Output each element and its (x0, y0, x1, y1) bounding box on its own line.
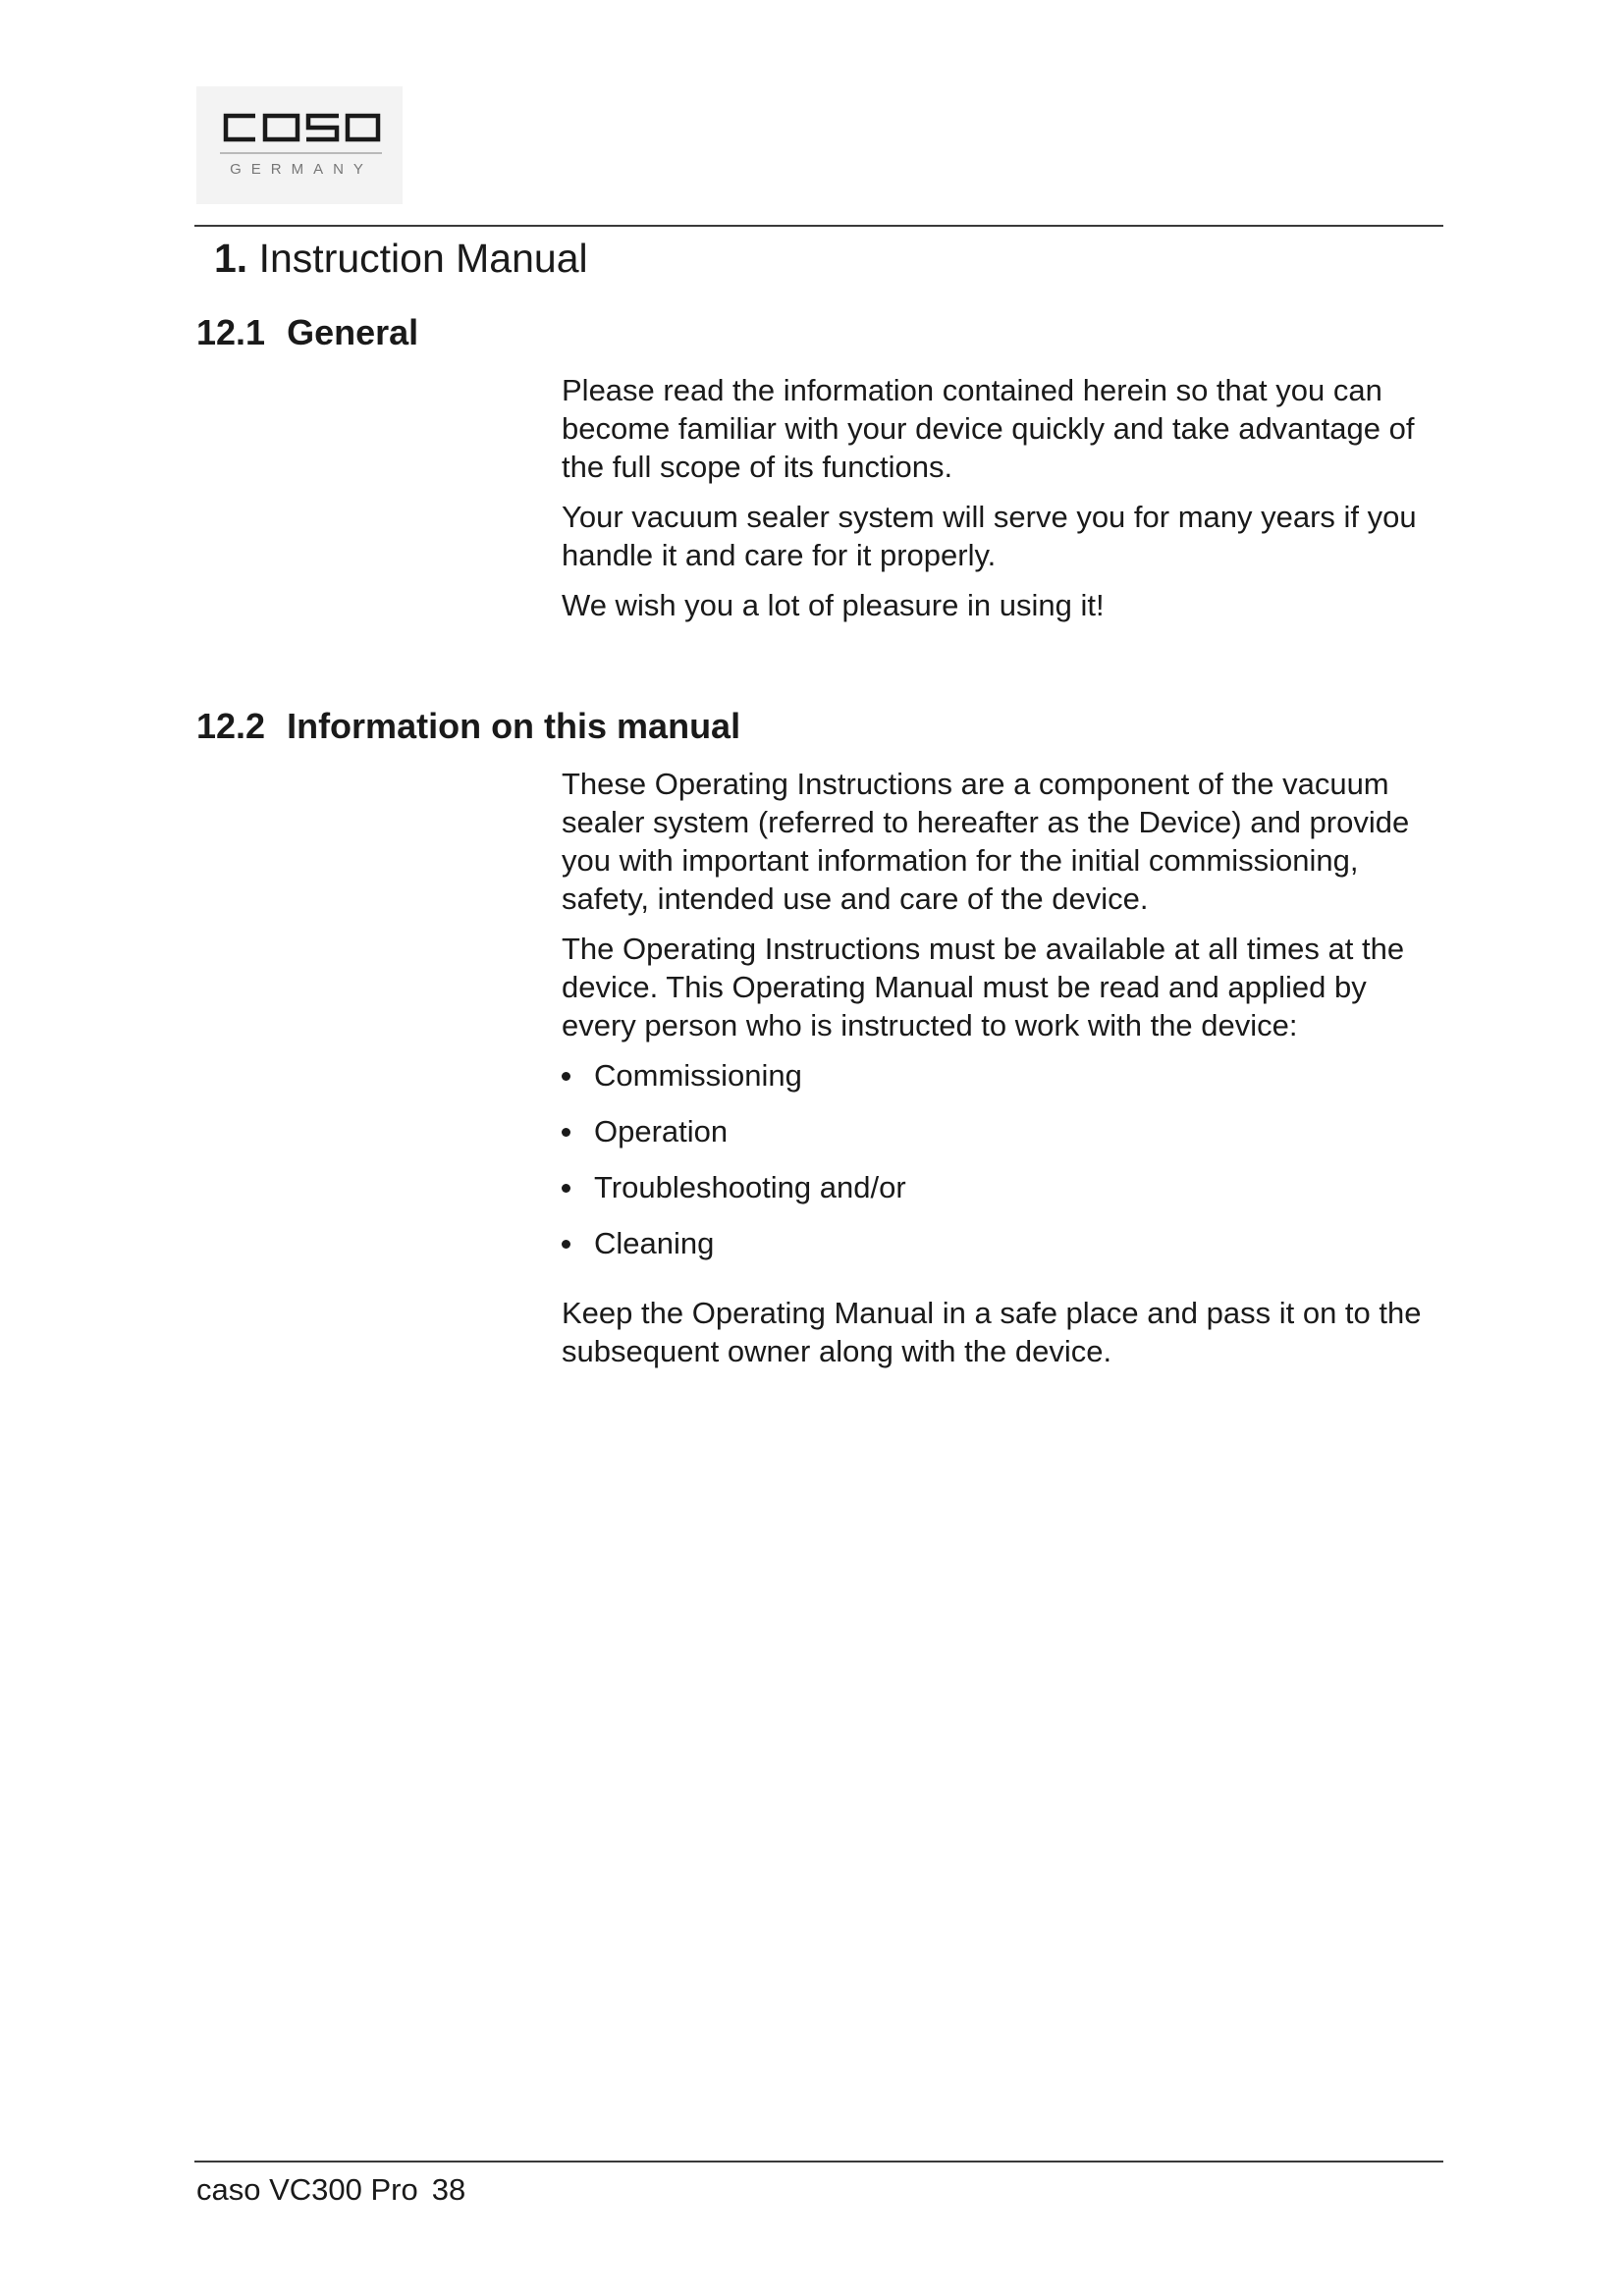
bullet-icon (562, 1184, 570, 1193)
section-number: 12.2 (196, 706, 266, 746)
paragraph: Your vacuum sealer system will serve you for many years if you handle it and care for it properly. (562, 500, 1417, 572)
list-item-text: Cleaning (594, 1226, 715, 1260)
paragraph: The Operating Instructions must be available at all times at the device. This Operating Manual must be read and applied by every person who is instructed to work with the device: (562, 932, 1405, 1042)
page-number: 38 (431, 2172, 466, 2207)
paragraph: Keep the Operating Manual in a safe place and pass it on to the subsequent owner along with the device. (562, 1296, 1422, 1368)
bullet-icon (562, 1240, 570, 1249)
chapter-title (214, 234, 588, 283)
section-body-information (562, 765, 1445, 1382)
bullet-list (562, 1056, 1445, 1280)
chapter-number: 1. (214, 236, 248, 281)
bullet-icon (562, 1072, 570, 1081)
caso-logo (196, 86, 403, 204)
section-heading-information (196, 705, 740, 748)
paragraph: We wish you a lot of pleasure in using it! (562, 588, 1105, 622)
paragraph: These Operating Instructions are a component of the vacuum sealer system (referred to hereafter as the Device) and provide you with important information for the initial commissioning, safety, intended use and care of the device. (562, 767, 1410, 916)
bullet-icon (562, 1128, 570, 1137)
list-item-text: Commissioning (594, 1058, 802, 1093)
list-item (562, 1168, 1445, 1224)
logo-divider (220, 152, 382, 154)
page-footer (196, 2170, 465, 2210)
footer-rule (194, 2161, 1443, 2163)
section-number: 12.1 (196, 312, 266, 352)
footer-model: caso VC300 Pro (196, 2172, 418, 2207)
list-item (562, 1056, 1445, 1112)
paragraph: Please read the information contained herein so that you can become familiar with your device quickly and take advantage of the full scope of its functions. (562, 373, 1415, 484)
section-title: Information on this manual (287, 706, 741, 746)
section-heading-general (196, 311, 418, 354)
list-item (562, 1112, 1445, 1168)
chapter-title-text: Instruction Manual (258, 236, 588, 281)
list-item (562, 1224, 1445, 1280)
list-item-text: Operation (594, 1114, 729, 1148)
header-rule (194, 225, 1443, 227)
list-item-text: Troubleshooting and/or (594, 1170, 906, 1204)
section-body-general (562, 371, 1445, 636)
caso-wordmark-icon (220, 108, 382, 147)
logo-subtitle: GERMANY (230, 161, 373, 178)
section-title: General (287, 312, 419, 352)
